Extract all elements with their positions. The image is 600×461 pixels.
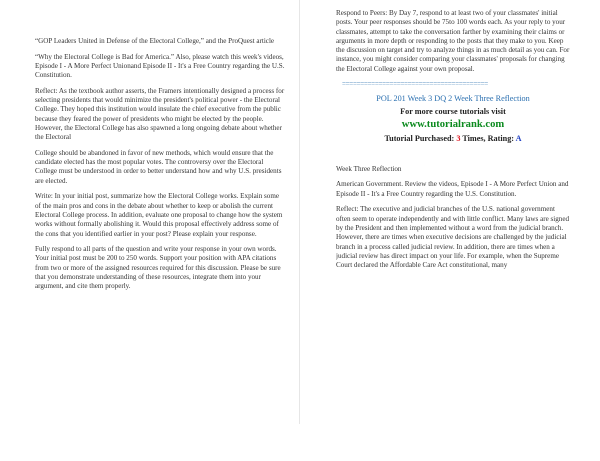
right-page <box>336 9 570 433</box>
purchased-prefix: Tutorial Purchased: <box>384 133 457 143</box>
paragraph-controversy: College should be abandoned in favor of new methods, which would ensure that the candidate elected has the most popular votes. The controversy over the Electoral College must be understood in order to better understand how and why U.S. presidents are elected. <box>35 148 282 185</box>
paragraph-american-government: American Government. Review the videos, Episode I - A More Perfect Union and Episode II - It's a Free Country regarding the U.S. Constitution. <box>336 180 569 198</box>
separator-line: ======================================== <box>342 80 488 89</box>
paragraph-respond-to-peers: Respond to Peers: By Day 7, respond to at least two of your classmates' initial posts. Your peer responses should be 75to 100 words each. As your reply to your classmates, attempt to take the conversation farther by examining their claims or arguments in more depth or responding to the posts that they make to you. Keep the discussion on target and try to analyze things in as much detail as you can. For instance, you might consider comparing your classmates' proposals for changing the Electoral College against your own proposal. <box>336 9 570 73</box>
paragraph-requirements: Fully respond to all parts of the question and write your response in your own words. Your initial post must be 200 to 250 words. Support your position with APA citations from two or more of the assigned resources required for this discussion. Please be sure that you demonstrate understanding of these resources, integrate them into your argument, and cite them properly. <box>35 245 281 291</box>
left-page <box>35 37 285 461</box>
course-title-link[interactable]: POL 201 Week 3 DQ 2 Week Three Reflection <box>376 93 530 103</box>
purchased-count: 3 <box>456 133 461 143</box>
paragraph-videos: “Why the Electoral College is Bad for America.” Also, please watch this week's videos, Episode I - A More Perfect Unionand Episode II - It's a Free Country regarding the U.S. Constitution. <box>35 52 285 80</box>
paragraph-write: Write: In your initial post, summarize how the Electoral College works. Explain some of the main pros and cons in the debate about whether to keep or abolish the current Electoral College process. In addition, evaluate one proposal to change how the system works without formally abolishing it. Would this proposal effectively address some of the cons that you identified earlier in your post? Please explain your response. <box>35 192 283 238</box>
paragraph-article-titles: “GOP Leaders United in Defense of the Electoral College,” and the ProQuest article <box>35 37 275 45</box>
purchased-middle: Times, Rating: <box>460 133 516 143</box>
more-tutorials-text: For more course tutorials visit <box>400 106 506 116</box>
purchase-info <box>336 134 570 143</box>
tutorialrank-link[interactable]: www.tutorialrank.com <box>401 119 505 131</box>
rating-value: A <box>515 133 522 143</box>
page-divider <box>299 0 300 424</box>
paragraph-reflect: Reflect: As the textbook author asserts, the Framers intentionally designed a process for selecting presidents that would minimize the president's political power - the Electoral College. They hoped this institution would insulate the chief executive from the public because they feared the power of presidents who might be elected by the people. However, the Electoral College has also spawned a long ongoing debate about whether the Electoral <box>35 86 285 142</box>
week-heading: Week Three Reflection <box>336 164 402 173</box>
paragraph-reflect-branches: Reflect: The executive and judicial branches of the U.S. national government often seem to operate independently and with little conflict. Many laws are signed by the President and then implemented without a word from the judicial branch. However, there are times when executive decisions are challenged by the judicial branch in a process called judicial review. In addition, there are times when a judicial review has direct impact on your life. For example, when the Supreme Court declared the Affordable Care Act constitutional, many <box>336 205 570 270</box>
